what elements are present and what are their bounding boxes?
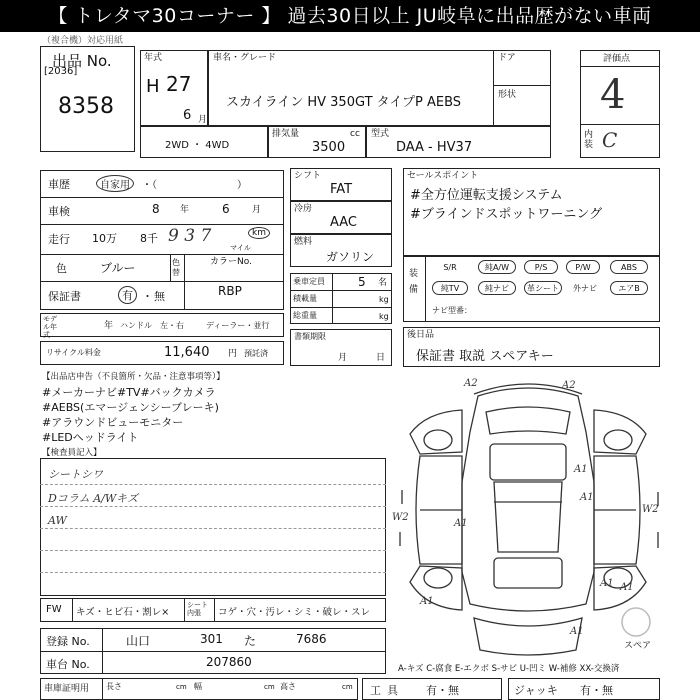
- inspector-line-1: シートシワ: [48, 468, 103, 481]
- lot-label: 出品 No.: [52, 52, 112, 70]
- diagram-mark-5: A1: [454, 518, 468, 529]
- cert-height: 高さ: [280, 682, 296, 691]
- door-label: ドア: [498, 53, 516, 63]
- lot-number: 8358: [58, 94, 114, 119]
- colorno-value: RBP: [218, 284, 242, 298]
- notes-line-1: #メーカーナビ#TV#バックカメラ: [42, 386, 216, 399]
- equip-ext-navi: 外ナビ: [568, 281, 602, 295]
- equip-airbag: エアB: [610, 281, 648, 295]
- inspector-label: 【検査員記入】: [42, 448, 102, 458]
- registration-kana: た: [244, 634, 257, 648]
- spare-label: スペア: [624, 641, 652, 651]
- grade-value: 4: [600, 72, 626, 118]
- equip-pw: P/W: [566, 260, 600, 274]
- inspection-year: 8: [152, 202, 160, 216]
- damage-fw: FW: [46, 604, 62, 615]
- equip-sr: S/R: [432, 260, 468, 274]
- diagram-mark-10: A1: [420, 596, 434, 607]
- doc-date-month: 月: [338, 353, 348, 363]
- car-damage-diagram: [390, 372, 670, 664]
- mileage-sen: 8千: [140, 232, 158, 245]
- weight-label: 総重量: [293, 311, 317, 320]
- drive-text: 2WD ・ 4WD: [165, 140, 230, 151]
- recycle-label: リサイクル料金: [46, 348, 101, 357]
- damage-tail: コゲ・穴・汚レ・シミ・破レ・スレ: [218, 607, 371, 618]
- doc-date-label: 書類期限: [294, 332, 326, 341]
- sales-label: セールスポイント: [407, 171, 479, 181]
- capacity-unit: 名: [378, 278, 388, 288]
- diagram-mark-11: A1: [570, 626, 584, 637]
- history-label: 車歴: [48, 178, 70, 191]
- equip-tv: 純TV: [432, 281, 468, 295]
- banner: 【 トレタマ30コーナー 】 過去30日以上 JU岐阜に出品歴がない車両: [0, 0, 700, 32]
- inspector-line-3: AW: [48, 514, 67, 527]
- damage-items: キズ・ヒビ石・割レ×: [76, 607, 170, 618]
- color-change: 色替: [172, 258, 180, 277]
- model-year-label: モデル年式: [43, 315, 57, 339]
- load-unit: kg: [379, 295, 389, 304]
- later-text: 保証書 取説 スペアキー: [416, 349, 554, 364]
- diagram-mark-2: A2: [562, 380, 576, 391]
- mileage-man: 10万: [92, 232, 117, 245]
- colorno-label: カラーNo.: [210, 257, 252, 267]
- interior-label: 内装: [584, 130, 594, 150]
- history-rest: ・（ ）: [142, 180, 247, 191]
- cert-length-unit: cm: [176, 683, 187, 691]
- mileage-unit-km: km: [248, 227, 270, 239]
- notes-line-2: #AEBS(エマージェンシーブレーキ): [42, 401, 219, 414]
- cert-width-unit: cm: [264, 683, 275, 691]
- type-label: 型式: [371, 129, 390, 139]
- registration-num: 7686: [296, 632, 327, 646]
- registration-label: 登録 No.: [46, 635, 90, 648]
- inspection-year-unit: 年: [180, 205, 190, 215]
- color-label: 色: [56, 262, 67, 275]
- diagram-mark-3: A1: [574, 464, 588, 475]
- tools-value: 有・無: [426, 684, 459, 697]
- notes-line-3: #アラウンドビューモニター: [42, 416, 184, 429]
- mileage-digits: 9 3 7: [168, 226, 212, 246]
- damage-legend: A-キズ C-腐食 E-エクボ S-サビ U-凹ミ W-補修 XX-交換済: [398, 664, 620, 674]
- inspection-month-unit: 月: [252, 205, 262, 215]
- weight-unit: kg: [379, 312, 389, 321]
- color-value: ブルー: [100, 261, 136, 275]
- year-value: 27: [166, 72, 192, 96]
- shift-value: FAT: [330, 182, 353, 197]
- warranty-label: 保証書: [48, 290, 81, 303]
- recycle-deposit: 預託済: [244, 349, 268, 358]
- type-value: DAA - HV37: [396, 140, 473, 155]
- equip-navi: 純ナビ: [478, 281, 516, 295]
- equip-aw: 純A/W: [478, 260, 516, 274]
- history-value: 自家用: [96, 175, 134, 192]
- inspection-month: 6: [222, 202, 230, 216]
- later-label: 後日品: [407, 330, 435, 340]
- recycle-unit: 円: [228, 349, 238, 359]
- sales-line-1: #全方位運転支援システム: [410, 188, 563, 203]
- chassis-value: 207860: [206, 655, 252, 669]
- jack-value: 有・無: [580, 684, 613, 697]
- ac-value: AAC: [330, 215, 357, 230]
- notes-line-4: #LEDヘッドライト: [42, 431, 139, 444]
- year-month: 6: [183, 108, 192, 123]
- warranty-none: 無: [154, 290, 165, 303]
- displacement-label: 排気量: [272, 129, 300, 139]
- warranty-sep: ・: [142, 290, 153, 303]
- capacity-label: 乗車定員: [293, 277, 325, 286]
- load-label: 積載量: [293, 294, 317, 303]
- year-label: 年式: [144, 53, 163, 63]
- inspection-label: 車検: [48, 205, 70, 218]
- doc-date-day: 日: [376, 353, 386, 363]
- tools-label: 工具: [370, 684, 404, 697]
- nav-type: ナビ型番：: [432, 306, 472, 315]
- fuel-value: ガソリン: [326, 250, 375, 264]
- shape-label: 形状: [498, 90, 517, 100]
- ac-label: 冷房: [294, 204, 313, 214]
- dealer-field: ディーラー・並行: [206, 321, 270, 330]
- equipment-label: 装備: [409, 269, 419, 295]
- fuel-label: 燃料: [294, 237, 313, 247]
- registration-area: 山口: [126, 634, 151, 648]
- sales-line-2: #ブラインドスポットワーニング: [410, 207, 603, 222]
- interior-value: C: [602, 128, 618, 152]
- diagram-mark-8: A1: [600, 578, 614, 589]
- diagram-mark-1: A2: [464, 378, 478, 389]
- grade-label: 評価点: [603, 54, 631, 64]
- model-label: 車名・グレード: [213, 53, 277, 63]
- equip-abs: ABS: [610, 260, 648, 274]
- inspector-line-2: Dコラム A/Wキズ: [48, 492, 138, 505]
- lot-code: [2036]: [44, 66, 78, 77]
- chassis-label: 車台 No.: [46, 658, 90, 671]
- mileage-label: 走行: [48, 233, 70, 246]
- diagram-mark-9: A1: [620, 582, 634, 593]
- year-era: H: [146, 76, 160, 97]
- handle-field: ハンドル 左・右: [120, 321, 184, 330]
- garage-cert-label: 車庫証明用: [44, 684, 90, 694]
- displacement-unit: cc: [350, 129, 360, 139]
- cert-width: 幅: [194, 682, 202, 691]
- notes-label: 【出品店申告（不良箇所・欠品・注意事項等）】: [42, 372, 225, 382]
- diagram-mark-6: W2: [392, 512, 409, 523]
- cert-height-unit: cm: [342, 683, 353, 691]
- shift-label: シフト: [294, 171, 322, 181]
- equip-leather: 革シート: [524, 281, 562, 295]
- displacement-value: 3500: [312, 140, 346, 155]
- warranty-value: 有: [118, 286, 137, 304]
- model-year-unit: 年: [104, 321, 114, 331]
- diagram-mark-4: A1: [580, 492, 594, 503]
- mileage-unit-mile: マイル: [230, 244, 251, 252]
- diagram-mark-7: W2: [642, 504, 659, 515]
- damage-seat: シート内張: [187, 601, 208, 617]
- registration-class: 301: [200, 632, 223, 646]
- model-name: スカイライン HV 350GT タイプP AEBS: [226, 95, 462, 110]
- year-month-unit: 月: [198, 115, 208, 125]
- spare-tire-icon: [622, 608, 650, 636]
- capacity-value: 5: [358, 275, 366, 289]
- cert-length: 長さ: [106, 682, 122, 691]
- recycle-value: 11,640: [164, 345, 210, 360]
- header-note: （複合機）対応用紙: [42, 36, 124, 46]
- jack-label: ジャッキ: [514, 684, 558, 697]
- equip-ps: P/S: [524, 260, 558, 274]
